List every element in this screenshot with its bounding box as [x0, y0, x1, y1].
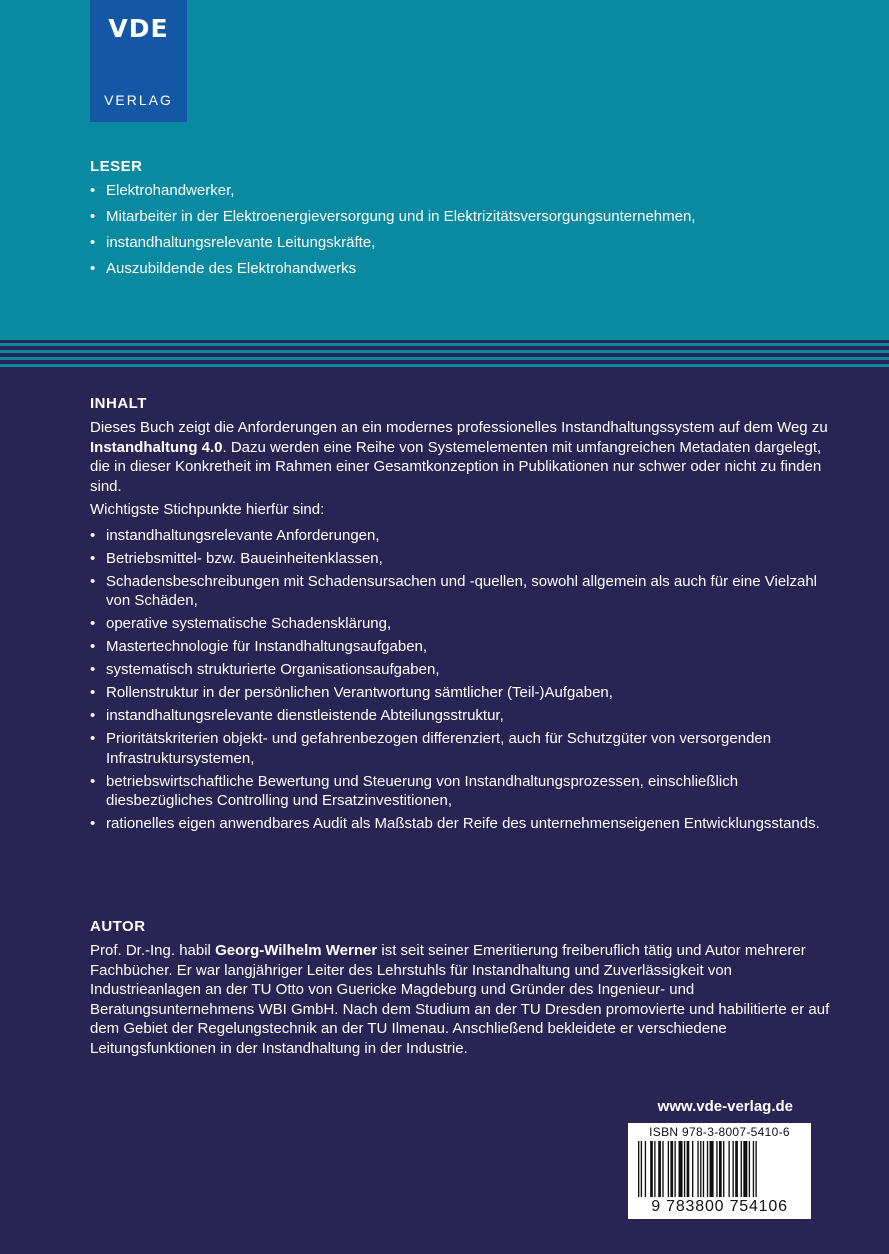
- list-item: • Rollenstruktur in der persönlichen Verantwortung sämtlicher (Teil-)Aufgaben,: [90, 683, 830, 703]
- list-item: • Schadensbeschreibungen mit Schadensursachen und -quellen, sowohl allgemein als auch für eine Vielzahl von Schäden,: [90, 572, 830, 611]
- list-item: • instandhaltungsrelevante Anforderungen,: [90, 526, 830, 546]
- isbn-text: ISBN 978-3-8007-5410-6: [649, 1125, 790, 1139]
- list-item: • betriebswirtschaftliche Bewertung und Steuerung von Instandhaltungsprozessen, einschließlich diesbezügliches Controlling und Ersatzinvestitionen,: [90, 772, 830, 811]
- autor-bio: Prof. Dr.-Ing. habil Georg-Wilhelm Werner ist seit seiner Emeritierung freiberuflich tätig und Autor mehrerer Fachbücher. Er war langjähriger Leiter des Lehrstuhls für Instandhaltung und Zuverlässigkeit von Industrieanlagen an der TU Otto von Guericke Magdeburg und Gründer des Ingenieur- und Beratungsunternehmens WBI GmbH. Nach dem Studium an der TU Dresden promovierte und habilitierte er auf dem Gebiet der Regelungstechnik an der TU Ilmenau. Anschließend bekleidete er verschiedene Leitungsfunktionen in der Instandhaltung in der Industrie.: [90, 942, 830, 1057]
- list-item: • instandhaltungsrelevante dienstleistende Abteilungsstruktur,: [90, 706, 830, 726]
- author-name: Georg-Wilhelm Werner: [215, 942, 378, 959]
- logo-mark: VDE: [108, 14, 169, 43]
- publisher-url[interactable]: www.vde-verlag.de: [657, 1098, 793, 1115]
- isbn-barcode: [628, 1123, 811, 1219]
- inhalt-intro: Dieses Buch zeigt die Anforderungen an ein modernes professionelles Instandhaltungssystem auf dem Weg zu Instandhaltung 4.0. Dazu werden eine Reihe von Systemelementen mit umfangreichen Metadaten dargelegt, die in dieser Konkretheit im Rahmen einer Gesamtkonzeption in Publikationen nur schwer oder nicht zu finden sind.: [90, 419, 828, 495]
- autor-section: [90, 918, 830, 1058]
- autor-heading: AUTOR: [90, 918, 146, 935]
- vde-logo: [90, 0, 187, 122]
- leser-list: [90, 181, 830, 279]
- list-item: • Prioritätskriterien objekt- und gefahrenbezogen differenziert, auch für Schutzgüter von versorgenden Infrastruktursystemen,: [90, 729, 830, 768]
- inhalt-list: [90, 526, 830, 834]
- list-item: • rationelles eigen anwendbares Audit als Maßstab der Reife des unternehmenseigenen Entwicklungsstands.: [90, 814, 830, 834]
- list-item: • operative systematische Schadensklärung,: [90, 614, 830, 634]
- list-item: • Auszubildende des Elektrohandwerks: [90, 259, 830, 279]
- list-item: • Mitarbeiter in der Elektroenergieversorgung und in Elektrizitätsversorgungsunternehmen,: [90, 207, 830, 227]
- list-item: • instandhaltungsrelevante Leitungskräfte,: [90, 233, 830, 253]
- barcode-digits: 9 783800 754106: [651, 1198, 788, 1215]
- list-item: • systematisch strukturierte Organisationsaufgaben,: [90, 660, 830, 680]
- list-item: • Mastertechnologie für Instandhaltungsaufgaben,: [90, 637, 830, 657]
- barcode-bars: [638, 1141, 801, 1197]
- logo-subtitle: VERLAG: [104, 92, 173, 108]
- list-item: • Betriebsmittel- bzw. Baueinheitenklassen,: [90, 549, 830, 569]
- inhalt-lead: Wichtigste Stichpunkte hierfür sind:: [90, 501, 325, 518]
- leser-section: [90, 158, 830, 285]
- divider-stripes: [0, 340, 889, 370]
- inhalt-section: [90, 395, 830, 837]
- list-item: • Elektrohandwerker,: [90, 181, 830, 201]
- leser-heading: LESER: [90, 158, 143, 175]
- inhalt-heading: INHALT: [90, 395, 147, 412]
